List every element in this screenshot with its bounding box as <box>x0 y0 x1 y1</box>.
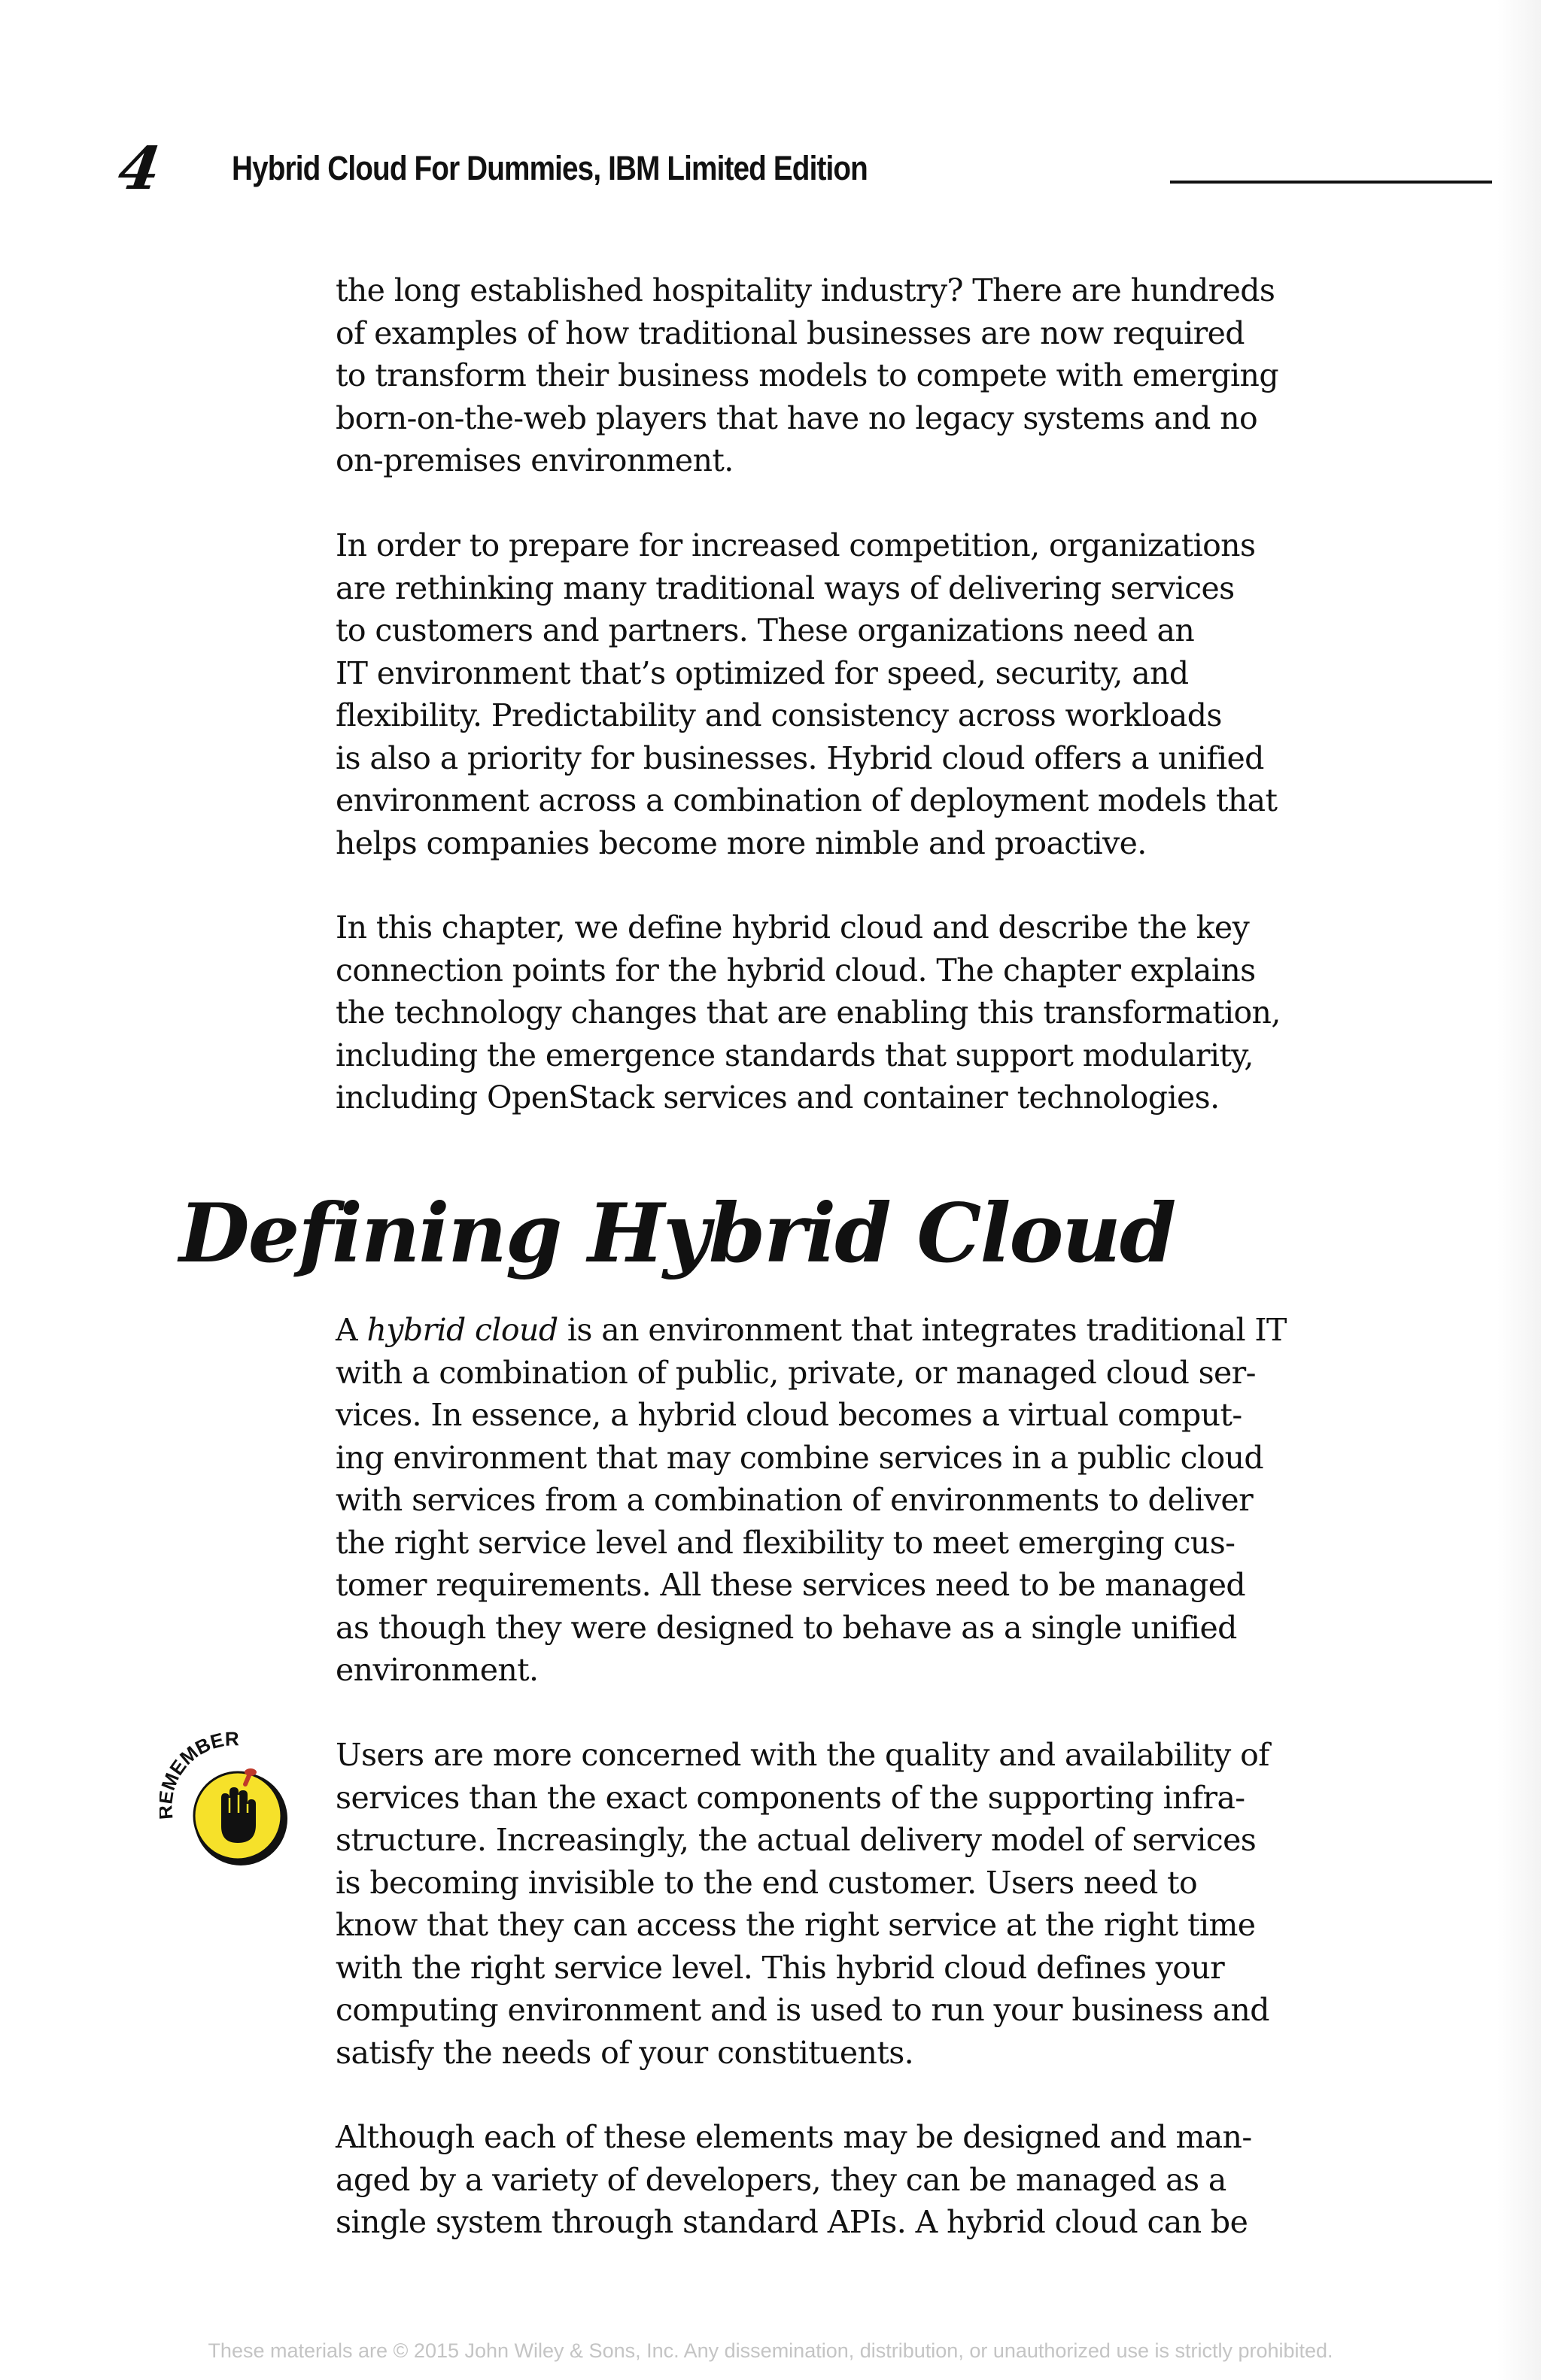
text-line: with services from a combination of environments to deliver <box>336 1482 1254 1518</box>
text-line <box>336 1309 1389 1352</box>
text-line: satisfy the needs of your constituents. <box>336 2034 914 2071</box>
copyright-footer: These materials are © 2015 John Wiley & Sons, Inc. Any dissemination, distribution, or unauthorized use is strictly prohibited. <box>208 2339 1333 2362</box>
text-line: with the right service level. This hybrid cloud defines your <box>336 1949 1225 1986</box>
remember-icon-label: EMBER <box>165 1729 240 1780</box>
text-line: In order to prepare for increased competition, organizations <box>336 527 1256 563</box>
line-prefix: A <box>336 1312 367 1348</box>
text-line: as though they were designed to behave as a single unified <box>336 1609 1237 1646</box>
text-line: the right service level and flexibility to meet emerging cus- <box>336 1524 1236 1561</box>
text-line: know that they can access the right service at the right time <box>336 1907 1256 1943</box>
text-line: Although each of these elements may be designed and man- <box>336 2119 1252 2155</box>
text-line: helps companies become more nimble and proactive. <box>336 824 1147 861</box>
remember-icon-graphic <box>160 1729 310 1879</box>
remember-icon <box>160 1729 310 1879</box>
closing-paragraph <box>336 2116 1389 2244</box>
text-line: environment. <box>336 1652 539 1688</box>
intro-paragraph-1 <box>336 269 1389 482</box>
text-line: computing environment and is used to run your business and <box>336 1992 1269 2028</box>
text-line: tomer requirements. All these services need to be managed <box>336 1567 1246 1603</box>
text-line: structure. Increasingly, the actual delivery model of services <box>336 1822 1257 1858</box>
page-edge-shade <box>1497 0 1541 2380</box>
text-line: with a combination of public, private, or managed cloud ser- <box>336 1354 1256 1391</box>
header-rule <box>1170 181 1492 184</box>
text-line: is also a priority for businesses. Hybrid cloud offers a unified <box>336 739 1264 776</box>
text-line: the technology changes that are enabling this transformation, <box>336 994 1281 1031</box>
text-line: to transform their business models to compete with emerging <box>336 357 1278 393</box>
page-header <box>113 135 1377 203</box>
text-line: including OpenStack services and container technologies. <box>336 1079 1220 1116</box>
text-line: Users are more concerned with the quality and availability of <box>336 1737 1269 1773</box>
text-line: vices. In essence, a hybrid cloud becomes a virtual comput- <box>336 1397 1242 1433</box>
text-line: single system through standard APIs. A hybrid cloud can be <box>336 2204 1248 2240</box>
running-head: Hybrid Cloud For Dummies, IBM Limited Edition <box>232 149 868 187</box>
text-line: born-on-the-web players that have no legacy systems and no <box>336 399 1258 436</box>
text-line: is becoming invisible to the end customer. Users need to <box>336 1864 1198 1901</box>
text-line: connection points for the hybrid cloud. The chapter explains <box>336 952 1256 988</box>
intro-paragraph-3 <box>336 906 1389 1119</box>
defined-term: hybrid cloud <box>366 1312 558 1348</box>
remember-paragraph <box>336 1734 1389 2074</box>
text-line: are rethinking many traditional ways of delivering services <box>336 569 1235 606</box>
definition-paragraph <box>336 1309 1389 1692</box>
text-line: including the emergence standards that support modularity, <box>336 1037 1254 1073</box>
text-line: of examples of how traditional businesses are now required <box>336 314 1245 351</box>
text-line: ing environment that may combine services in a public cloud <box>336 1439 1264 1476</box>
text-line: services than the exact components of the supporting infra- <box>336 1779 1245 1816</box>
text-line: on-premises environment. <box>336 442 734 478</box>
text-line: IT environment that’s optimized for speed, security, and <box>336 654 1189 691</box>
intro-paragraph-2 <box>336 524 1389 864</box>
text-line: flexibility. Predictability and consistency across workloads <box>336 697 1222 733</box>
text-line: the long established hospitality industry? There are hundreds <box>336 272 1275 308</box>
text-line: to customers and partners. These organizations need an <box>336 612 1195 648</box>
text-line: In this chapter, we define hybrid cloud and describe the key <box>336 909 1250 946</box>
line-suffix: is an environment that integrates traditional IT <box>558 1312 1287 1348</box>
text-line: aged by a variety of developers, they can be managed as a <box>336 2161 1226 2198</box>
page-number: 4 <box>114 135 165 203</box>
text-line: environment across a combination of deployment models that <box>336 782 1278 818</box>
section-heading: Defining Hybrid Cloud <box>179 1186 1175 1281</box>
